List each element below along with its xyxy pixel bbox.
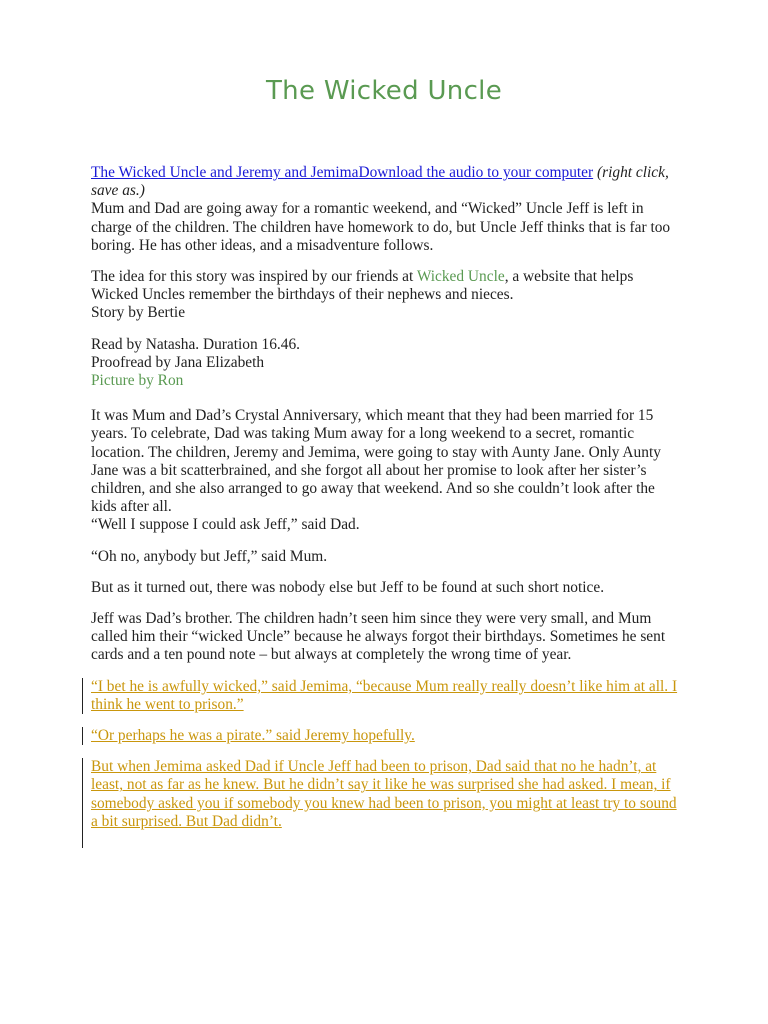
picture-credit-link[interactable]: Picture by Ron [91, 372, 184, 390]
revised-text: But when Jemima asked Dad if Uncle Jeff had been to prison, Dad said that no he hadn’t, at least, not as far as he knew. But he didn’t say it like he was surprised she had asked. I mean, if somebody asked you if somebody you knew had been to prison, you might at least try to sound a bit surprised. But Dad didn’t. [91, 758, 677, 830]
revised-paragraph [91, 727, 681, 745]
story-paragraph: Jeff was Dad’s brother. The children hadn’t seen him since they were very small, and Mum called him their “wicked Uncle” because he always forgot their birthdays. Sometimes he sent cards and a ten pound note – but always at completely the wrong time of year. [91, 610, 666, 664]
revised-paragraph [91, 758, 681, 831]
story-paragraph: “Oh no, anybody but Jeff,” said Mum. [91, 547, 328, 565]
revision-bar [82, 758, 83, 848]
story-paragraph: “Well I suppose I could ask Jeff,” said Dad. [91, 516, 360, 534]
revised-paragraph [91, 678, 681, 714]
revision-bar [82, 727, 83, 745]
audio-paragraph [91, 164, 681, 200]
document-body [91, 164, 681, 844]
audio-note: (right click, save as.) [91, 164, 669, 200]
proofread-by: Proofread by Jana Elizabeth [91, 353, 265, 371]
story-paragraph: It was Mum and Dad’s Crystal Anniversary, which meant that they had been married for 15 years. To celebrate, Dad was taking Mum away for a long weekend to a secret, romantic location. The children, Jeremy and Jemima, were going to stay with Aunty Jane. Only Aunty Jane was a bit scatterbrained, and she forgot all about her promise to look after her sister’s children, and she also arranged to go away that weekend. And so she couldn’t look after the kids after all. [91, 407, 661, 516]
revision-bar [82, 678, 83, 714]
idea-text-after: , a website that helps Wicked Uncles remember the birthdays of their nephews and nieces. [91, 268, 634, 304]
page-title: The Wicked Uncle [266, 76, 502, 106]
read-by: Read by Natasha. Duration 16.46. [91, 335, 301, 353]
story-paragraph: But as it turned out, there was nobody else but Jeff to be found at such short notice. [91, 578, 605, 596]
wicked-uncle-link[interactable]: Wicked Uncle [416, 268, 505, 286]
revised-text: “I bet he is awfully wicked,” said Jemima, “because Mum really really doesn’t like him at all. I think he went to prison.” [91, 677, 678, 713]
idea-paragraph [91, 268, 681, 304]
intro-paragraph: Mum and Dad are going away for a romantic weekend, and “Wicked” Uncle Jeff is left in charge of the children. The children have homework to do, but Uncle Jeff thinks that is far too boring. He has other ideas, and a misadventure follows. [91, 200, 671, 254]
story-by: Story by Bertie [91, 304, 186, 322]
spacer [91, 390, 681, 407]
revised-text: “Or perhaps he was a pirate.” said Jeremy hopefully. [91, 727, 415, 745]
idea-text-before: The idea for this story was inspired by our friends at [91, 268, 417, 286]
audio-download-link[interactable]: The Wicked Uncle and Jeremy and JemimaDownload the audio to your computer [91, 164, 594, 181]
